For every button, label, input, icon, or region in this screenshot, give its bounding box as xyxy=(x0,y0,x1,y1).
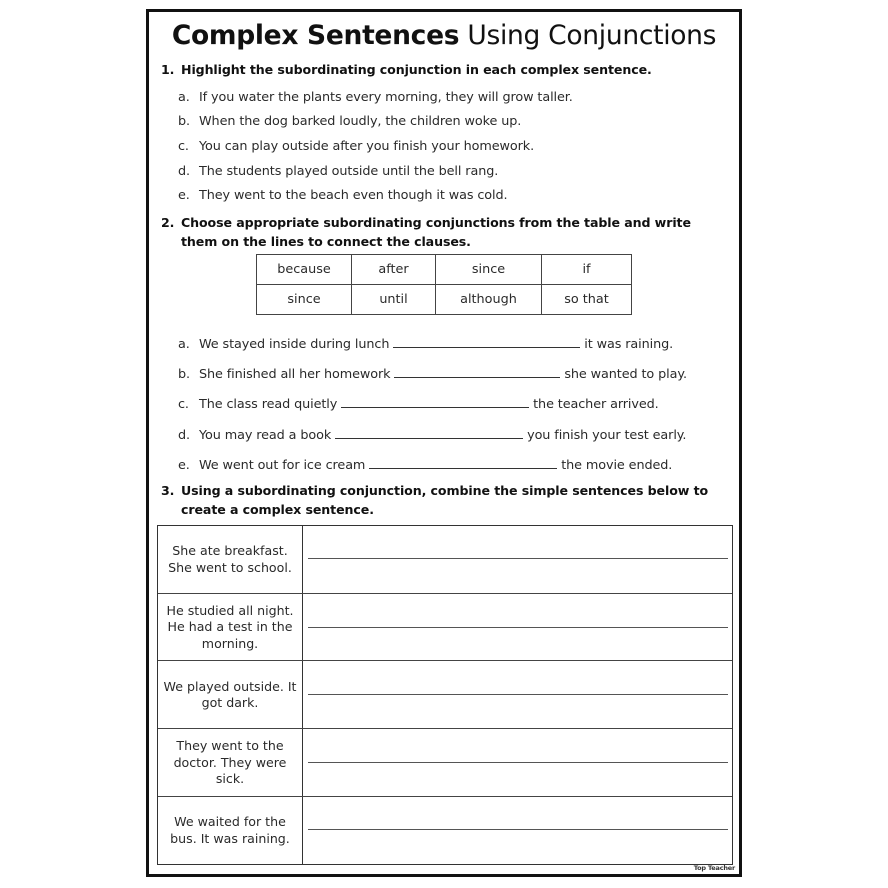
title-bold: Complex Sentences xyxy=(171,20,460,51)
sentence-prompt: They went to the doctor. They were sick. xyxy=(158,729,303,797)
item-letter: a. xyxy=(178,90,190,105)
section3-instruction-line2: create a complex sentence. xyxy=(181,502,374,517)
item-letter: b. xyxy=(178,114,190,129)
conjunction-cell: after xyxy=(352,255,436,285)
answer-line[interactable] xyxy=(308,558,728,559)
clause-before: You may read a book xyxy=(199,428,332,443)
sentence-prompt: We played outside. It got dark. xyxy=(158,661,303,729)
answer-blank[interactable] xyxy=(393,335,580,348)
answer-line[interactable] xyxy=(308,829,728,830)
section2-instruction-line1: Choose appropriate subordinating conjunctions from the table and write xyxy=(181,215,691,230)
clause-before: The class read quietly xyxy=(199,397,338,412)
combine-row xyxy=(158,796,732,864)
section3-number: 3. xyxy=(161,483,175,498)
conjunction-cell: if xyxy=(542,255,632,285)
section1-instruction-text: Highlight the subordinating conjunction in each complex sentence. xyxy=(181,62,652,77)
section2-item-b xyxy=(178,365,687,382)
clause-after: it was raining. xyxy=(584,337,674,352)
section2-item-e xyxy=(178,456,672,473)
answer-blank[interactable] xyxy=(394,365,560,378)
clause-after: the movie ended. xyxy=(561,458,673,473)
answer-blank[interactable] xyxy=(335,426,523,439)
section1-item-c[interactable] xyxy=(178,139,534,154)
item-text: You can play outside after you finish your homework. xyxy=(199,139,535,154)
clause-before: We went out for ice cream xyxy=(199,458,366,473)
section2-instruction-line2: them on the lines to connect the clauses. xyxy=(181,234,471,249)
worksheet-title xyxy=(149,20,739,51)
answer-blank[interactable] xyxy=(369,456,557,469)
section2-item-d xyxy=(178,426,686,443)
clause-before: She finished all her homework xyxy=(199,367,391,382)
conjunction-row xyxy=(257,255,632,285)
combine-row xyxy=(158,728,732,797)
clause-before: We stayed inside during lunch xyxy=(199,337,390,352)
sentence-prompt: She ate breakfast. She went to school. xyxy=(158,526,303,593)
answer-line[interactable] xyxy=(308,627,728,628)
section3-instruction-line1: Using a subordinating conjunction, combine the simple sentences below to xyxy=(181,483,709,498)
section2-number: 2. xyxy=(161,215,175,230)
item-letter: e. xyxy=(178,458,190,473)
section2-item-a xyxy=(178,335,673,352)
conjunction-cell: because xyxy=(257,255,352,285)
combine-sentences-table xyxy=(157,525,733,865)
conjunction-cell: although xyxy=(436,285,542,315)
section2-item-c xyxy=(178,395,659,412)
section1-item-d[interactable] xyxy=(178,164,498,179)
item-text: When the dog barked loudly, the children woke up. xyxy=(199,114,522,129)
combine-row xyxy=(158,526,732,593)
sentence-prompt: We waited for the bus. It was raining. xyxy=(158,797,303,864)
section1-item-a[interactable] xyxy=(178,90,573,105)
combine-row xyxy=(158,660,732,729)
section1-item-b[interactable] xyxy=(178,114,521,129)
conjunction-cell: until xyxy=(352,285,436,315)
conjunction-cell: since xyxy=(436,255,542,285)
worksheet-page xyxy=(146,9,742,877)
clause-after: the teacher arrived. xyxy=(533,397,659,412)
clause-after: you finish your test early. xyxy=(527,428,687,443)
answer-blank[interactable] xyxy=(341,395,529,408)
item-letter: b. xyxy=(178,367,190,382)
answer-line[interactable] xyxy=(308,762,728,763)
item-letter: d. xyxy=(178,164,190,179)
section1-item-e[interactable] xyxy=(178,188,507,203)
conjunction-cell: since xyxy=(257,285,352,315)
clause-after: she wanted to play. xyxy=(564,367,687,382)
title-light: Using Conjunctions xyxy=(467,20,717,51)
item-letter: e. xyxy=(178,188,190,203)
section2-instruction xyxy=(161,215,721,251)
item-text: They went to the beach even though it was cold. xyxy=(199,188,508,203)
combine-row xyxy=(158,593,732,661)
item-letter: c. xyxy=(178,139,189,154)
brand-footer: Top Teacher xyxy=(693,864,735,872)
section3-instruction xyxy=(161,483,721,519)
conjunction-table xyxy=(256,254,632,315)
item-letter: d. xyxy=(178,428,190,443)
section1-number: 1. xyxy=(161,62,175,77)
answer-line[interactable] xyxy=(308,694,728,695)
sentence-prompt: He studied all night. He had a test in the morning. xyxy=(158,594,303,661)
conjunction-cell: so that xyxy=(542,285,632,315)
item-letter: c. xyxy=(178,397,189,412)
item-text: The students played outside until the bell rang. xyxy=(199,164,499,179)
section1-instruction xyxy=(161,62,721,78)
conjunction-row xyxy=(257,285,632,315)
item-text: If you water the plants every morning, they will grow taller. xyxy=(199,90,573,105)
item-letter: a. xyxy=(178,337,190,352)
